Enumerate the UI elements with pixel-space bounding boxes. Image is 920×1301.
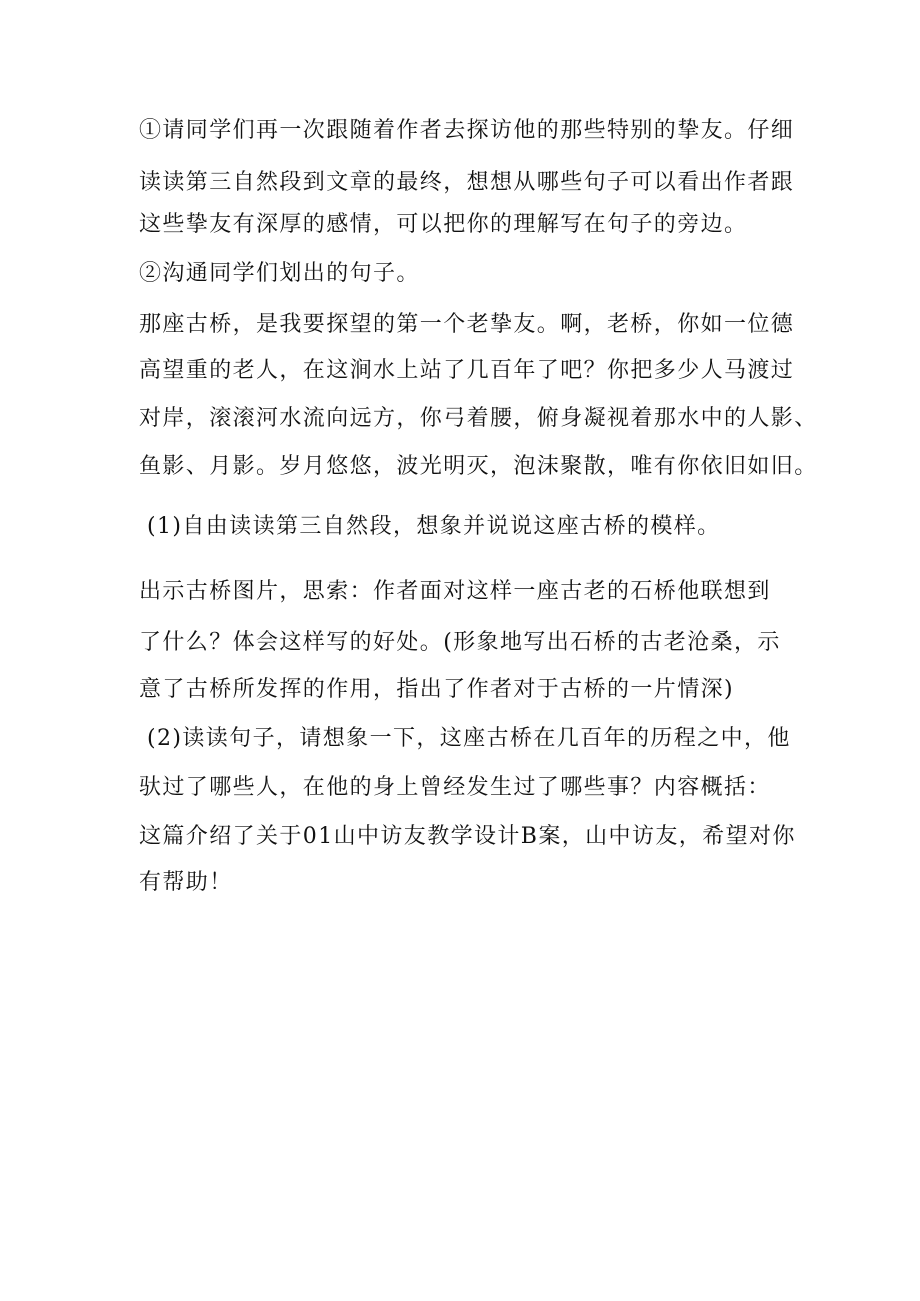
text-line: 了什么？体会这样写的好处。(形象地写出石桥的古老沧桑，示 [139, 630, 781, 655]
text-line: ①请同学们再一次跟随着作者去探访他的那些特别的挚友。仔细 [139, 118, 795, 143]
text-line: 这篇介绍了关于01山中访友教学设计B案，山中访友，希望对你 [139, 824, 796, 849]
text-line: 那座古桥，是我要探望的第一个老挚友。啊，老桥，你如一位德 [139, 312, 795, 337]
text-line: 有帮助！ [139, 870, 233, 895]
text-line: 鱼影、月影。岁月悠悠，波光明灭，泡沫聚散，唯有你依旧如旧。 [139, 454, 818, 479]
text-line: 高望重的老人，在这涧水上站了几百年了吧？你把多少人马渡过 [139, 358, 795, 383]
text-line: 驮过了哪些人，在他的身上曾经发生过了哪些事？内容概括： [139, 775, 771, 800]
text-line: 出示古桥图片，思索：作者面对这样一座古老的石桥他联想到 [139, 579, 771, 604]
text-line: ②沟通同学们划出的句子。 [139, 261, 420, 286]
text-line: 这些挚友有深厚的感情，可以把你的理解写在句子的旁边。 [139, 212, 748, 237]
text-line: 读读第三自然段到文章的最终，想想从哪些句子可以看出作者跟 [139, 170, 795, 195]
text-line: 对岸，滚滚河水流向远方，你弓着腰，俯身凝视着那水中的人影、 [139, 406, 818, 431]
text-line: (2)读读句子，请想象一下，这座古桥在几百年的历程之中，他 [147, 726, 791, 751]
text-line: (1)自由读读第三自然段，想象并说说这座古桥的模样。 [147, 514, 721, 539]
text-line: 意了古桥所发挥的作用，指出了作者对于古桥的一片情深) [139, 677, 734, 702]
